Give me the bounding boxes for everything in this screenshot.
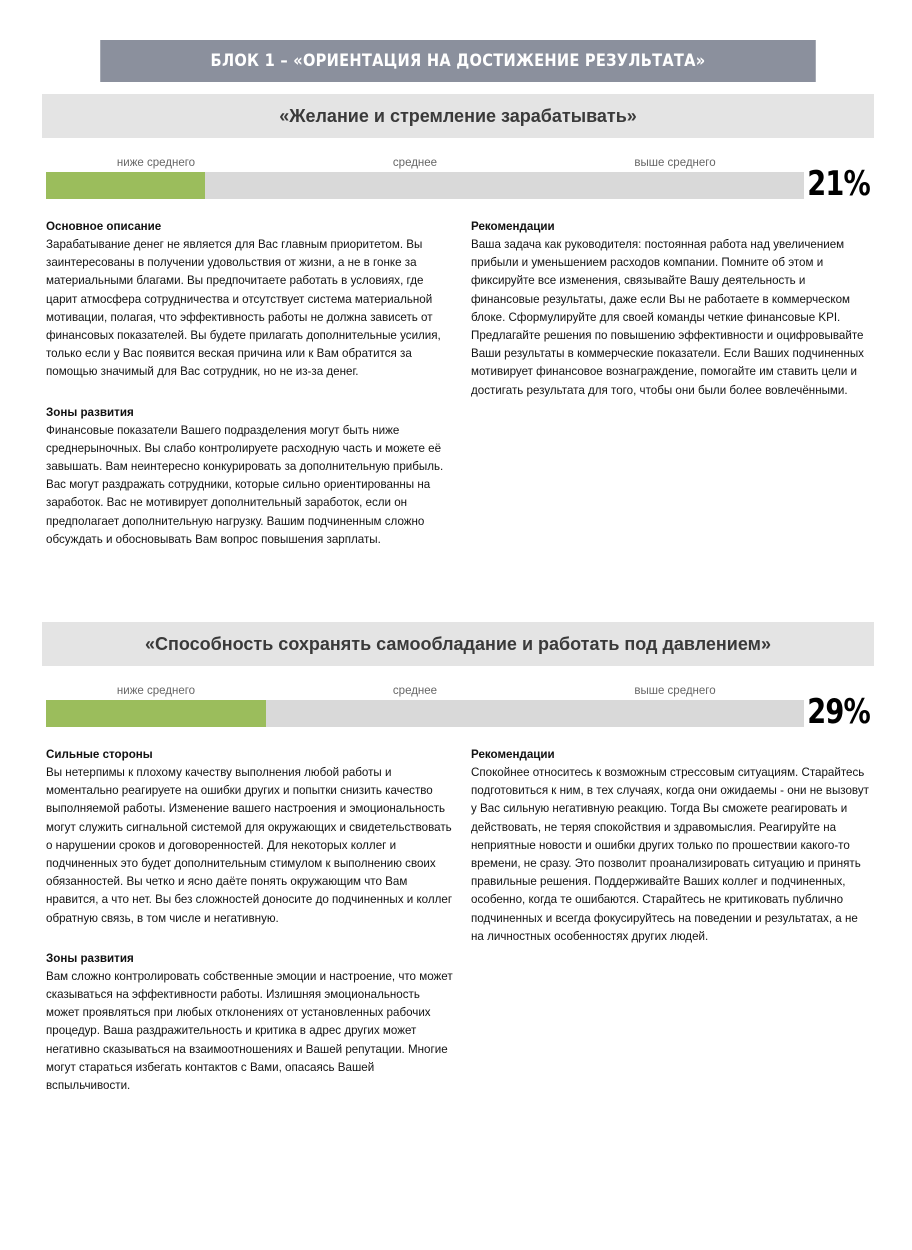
- block-title: БЛОК 1 – «ОРИЕНТАЦИЯ НА ДОСТИЖЕНИЕ РЕЗУЛЬТАТА»: [100, 40, 816, 82]
- recommendations-text: Спокойнее относитесь к возможным стрессовым ситуациям. Старайтесь подготовиться к ним, в тех случаях, когда они ожидаемы - они не вызовут у Вас сильную негативную реакцию. Тогда Вы сможете реагировать и действовать, не теряя спокойствия и здравомыслия. Реагируйте на неприятные новости и ошибки других только по прошествии какого-то времени, не сразу. Это позволит проанализировать ситуацию и принять правильные решения. Поддерживайте Ваших коллег и подчиненных, особенно, когда те ошибаются. Старайтесь не критиковать публично подчиненных и всегда фокусируйтесь на поведении и результатах, а не на личностных особенностях других людей.: [471, 766, 869, 943]
- score-bar-track: [46, 172, 804, 199]
- score-percent: 29%: [807, 692, 870, 732]
- scale-labels: [46, 685, 804, 699]
- section-title: «Способность сохранять самообладание и работать под давлением»: [42, 622, 874, 666]
- scale-label-above-average: выше среднего: [634, 685, 716, 697]
- strengths-text: Вы нетерпимы к плохому качеству выполнения любой работы и моментально реагируете на ошибки других и попытки снизить качество выполняемой работы. Изменение вашего настроения и эмоциональность могут служить сигнальной системой для окружающих и свидетельствовать о нарушении сроков и договоренностей. Для некоторых коллег и подчиненных это будет дополнительным стимулом к выполнению своих обязанностей. Вы четко и ясно даёте понять окружающим что Вам нравится, а что нет. Вы без сложностей доносите до подчиненных и коллег обратную связь, в том числе и негативную.: [46, 766, 453, 925]
- description-heading: Основное описание: [46, 220, 162, 233]
- left-column: [46, 746, 456, 1117]
- description-text: Зарабатывание денег не является для Вас главным приоритетом. Вы заинтересованы в получении удовольствия от жизни, а не в гонке за материальными благами. Вы предпочитаете работать в условиях, где царит атмосфера сотрудничества и отсутствует система материальной мотивации, полагая, что эффективность работы не должна зависеть от финансовых показателей. Вы будете прилагать дополнительные усилия, только если у Вас появится веская причина или к Вам обратится за помощью значимый для Вас сотрудник, но не из-за денег.: [46, 238, 441, 379]
- recommendations-heading: Рекомендации: [471, 220, 555, 233]
- development-text: Финансовые показатели Вашего подразделения могут быть ниже среднерыночных. Вы слабо контролируете расходную часть и можете её завышать. Вам неинтересно конкурировать за дополнительную прибыль. Вас могут раздражать сотрудники, которые сильно ориентированны на заработок. Вас не мотивирует дополнительный заработок, если он предполагает дополнительную нагрузку. Вашим подчиненным сложно обсуждать и обосновывать Вам вопрос повышения зарплаты.: [46, 423, 444, 546]
- recommendations-heading: Рекомендации: [471, 748, 555, 761]
- right-column: [471, 218, 871, 422]
- score-bar-fill: [46, 700, 266, 727]
- scale-label-average: среднее: [392, 685, 438, 697]
- development-heading: Зоны развития: [46, 951, 134, 965]
- development-text: Вам сложно контролировать собственные эмоции и настроение, что может сказываться на эффективности работы. Излишняя эмоциональность может проявляться при любых отклонениях от установленных рабочих процедур. Ваша раздражительность и критика в адрес других может негативно сказываться на взаимоотношениях и Вашей репутации. Многие могут стараться избегать контактов с Вами, опасаясь Вашей вспыльчивости.: [46, 969, 453, 1093]
- strengths-heading: Сильные стороны: [46, 748, 153, 761]
- development-heading: Зоны развития: [46, 405, 134, 419]
- recommendations-text: Ваша задача как руководителя: постоянная работа над увеличением прибыли и уменьшением расходов компании. Помните об этом и фиксируйте все изменения, связывайте Вашу деятельность и финансовые результаты, даже если Вы не работаете в коммерческом блоке. Сформулируйте для своей команды четкие финансовые KPI. Предлагайте решения по повышению эффективности и оцифровывайте Ваши результаты в коммерческие показатели. Если Ваших подчиненных мотивирует финансовое вознаграждение, помогайте им ставить цели и достигать результата для того, чтобы они были более вовлечёнными.: [471, 238, 864, 397]
- scale-label-average: среднее: [392, 157, 438, 169]
- scale-label-below-average: ниже среднего: [116, 157, 196, 169]
- score-percent: 21%: [807, 164, 870, 204]
- score-bar-fill: [46, 172, 205, 199]
- score-bar-track: [46, 700, 804, 727]
- right-column: [471, 746, 871, 968]
- scale-label-above-average: выше среднего: [634, 157, 716, 169]
- scale-label-below-average: ниже среднего: [116, 685, 196, 697]
- section-title: «Желание и стремление зарабатывать»: [42, 94, 874, 138]
- scale-labels: [46, 157, 804, 171]
- left-column: [46, 218, 456, 571]
